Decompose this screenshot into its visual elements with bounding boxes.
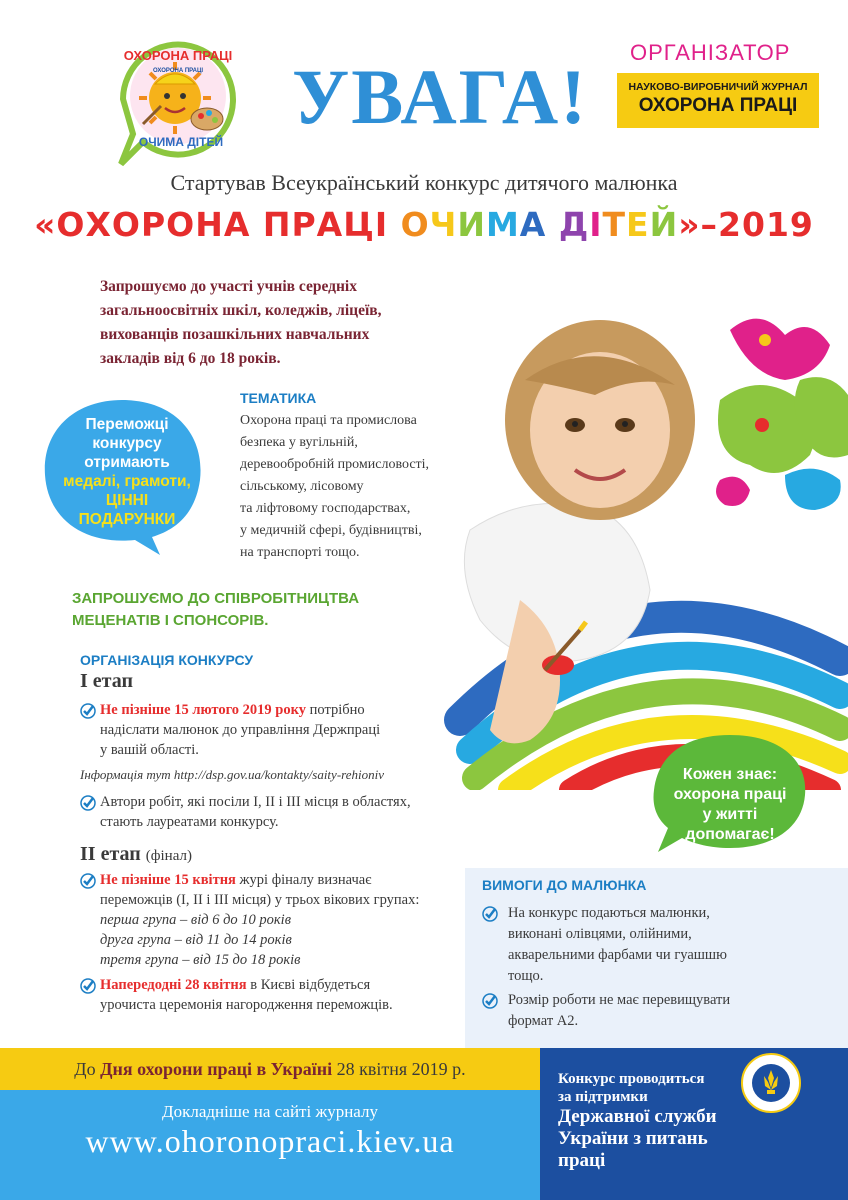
- labor-day-deadline: [0, 1059, 540, 1080]
- stage-1-heading: І етап: [80, 670, 133, 692]
- journal-website-link[interactable]: www.ohoronopraci.kiev.ua: [85, 1123, 455, 1159]
- sponsor-invite-line: ЗАПРОШУЄМО ДО СПІВРОБІТНИЦТВА: [72, 590, 360, 607]
- stage-1-item-2: [100, 792, 470, 832]
- logo-top-text: ОХОРОНА ПРАЦІ: [123, 48, 233, 63]
- requirement-line: формат А2.: [508, 1013, 579, 1029]
- journal-name: ОХОРОНА ПРАЦІ: [638, 95, 798, 116]
- logo-bottom-text: ОЧИМА ДІТЕЙ: [138, 135, 224, 149]
- journal-type: НАУКОВО-ВИРОБНИЧИЙ ЖУРНАЛ: [628, 81, 808, 93]
- topics-text: [240, 410, 470, 564]
- slogan-line: у житті: [702, 806, 758, 823]
- support-line: Конкурс проводиться: [558, 1071, 705, 1087]
- stage-1-item-1-line: надіслати малюнок до управління Держпраці: [100, 722, 381, 738]
- requirement-2: [508, 990, 808, 1032]
- topics-line: у медичній сфері, будівництві,: [240, 523, 422, 538]
- topics-heading: ТЕМАТИКА: [240, 390, 317, 406]
- title-rainbow-letter: І: [589, 205, 603, 244]
- labor-day-name: Дня охорони праці в Україні: [100, 1059, 333, 1079]
- title-rainbow-letter: И: [457, 205, 486, 244]
- topics-line: безпека у вугільній,: [240, 435, 358, 450]
- requirement-line: виконані олівцями, олійними,: [508, 926, 692, 942]
- child-painting-photo: [430, 300, 848, 790]
- slogan-text: [655, 765, 805, 845]
- title-rainbow-letter: Е: [626, 205, 650, 244]
- topics-line: Охорона праці та промислова: [240, 413, 417, 428]
- stage-1-item-2-line: Автори робіт, які посіли І, ІІ і ІІІ місця в областях,: [100, 794, 411, 810]
- intro-text: [100, 275, 440, 371]
- stage-2-item-2-rest: в Києві відбудеться: [246, 977, 371, 993]
- age-group: перша група – від 6 до 10 років: [100, 912, 292, 928]
- stage-1-item-1: [100, 700, 460, 760]
- check-icon: [482, 906, 498, 922]
- winners-line: Переможці: [85, 416, 169, 433]
- stage-2-note: (фінал): [145, 848, 192, 864]
- check-icon: [80, 703, 96, 719]
- intro-line: закладів від 6 до 18 років.: [100, 350, 281, 367]
- title-rainbow-letter: Д: [558, 205, 590, 244]
- winners-line: конкурсу: [92, 435, 162, 452]
- slogan-line: Кожен знає:: [682, 766, 778, 783]
- winners-prizes: ЦІННІ: [105, 492, 149, 509]
- requirement-line: Розмір роботи не має перевищувати: [508, 992, 731, 1008]
- age-group: друга група – від 11 до 14 років: [100, 932, 292, 948]
- state-labor-service-emblem: [740, 1052, 802, 1114]
- requirements-heading: ВИМОГИ ДО МАЛЮНКА: [482, 877, 647, 893]
- winners-prizes: ПОДАРУНКИ: [78, 511, 176, 528]
- contest-title: [0, 205, 848, 244]
- stage-2-item-1: [100, 870, 470, 970]
- stage-2-item-1-line: переможців (І, ІІ і ІІІ місця) у трьох вікових групах:: [100, 892, 420, 908]
- contest-logo: [103, 24, 253, 174]
- organization-heading: ОРГАНІЗАЦІЯ КОНКУРСУ: [80, 652, 254, 668]
- support-agency: України з питань праці: [558, 1128, 708, 1171]
- check-icon: [80, 873, 96, 889]
- age-group: третя група – від 15 до 18 років: [100, 952, 301, 968]
- organizer-label: ОРГАНІЗАТОР: [630, 40, 791, 65]
- stage-2-title: ІІ етап: [80, 843, 141, 865]
- check-icon: [80, 795, 96, 811]
- support-text: [558, 1070, 758, 1172]
- topics-line: на транспорті тощо.: [240, 545, 360, 560]
- regional-info-link[interactable]: Інформація тут http://dsp.gov.ua/kontakty/saity-rehioniv: [80, 767, 384, 782]
- intro-line: загальноосвітніх шкіл, коледжів, ліцеїв,: [100, 302, 382, 319]
- logo-inner-text: ОХОРОНА ПРАЦІ: [152, 68, 204, 74]
- support-agency: Державної служби: [558, 1106, 717, 1127]
- slogan-line: допомагає!: [685, 826, 775, 843]
- stage-1-item-2-line: стають лауреатами конкурсу.: [100, 814, 279, 830]
- topics-line: та ліфтовому господарствах,: [240, 501, 411, 516]
- support-line: за підтримки: [558, 1089, 648, 1105]
- requirement-line: На конкурс подаються малюнки,: [508, 905, 710, 921]
- title-rainbow-letter: [546, 205, 559, 244]
- check-icon: [80, 978, 96, 994]
- winners-line: отримають: [84, 454, 170, 471]
- topics-line: деревообробній промисловості,: [240, 457, 430, 472]
- stage-1-deadline: Не пізніше 15 лютого 2019 року: [100, 702, 307, 718]
- sponsor-invite-line: МЕЦЕНАТІВ І СПОНСОРІВ.: [72, 612, 269, 629]
- stage-1-item-1-line: у вашій області.: [100, 742, 199, 758]
- subtitle: Стартував Всеукраїнський конкурс дитячого малюнка: [170, 170, 678, 195]
- title-rainbow-letter: О: [400, 205, 430, 244]
- stage-2-deadline: Не пізніше 15 квітня: [100, 872, 236, 888]
- check-icon: [482, 993, 498, 1009]
- requirement-line: акварельними фарбами чи гуашшю: [508, 947, 727, 963]
- title-rainbow-letter: Т: [602, 205, 627, 244]
- title-rainbow-letter: М: [485, 205, 520, 244]
- title-rainbow-letter: Ч: [429, 205, 458, 244]
- sponsor-invite: [72, 588, 359, 632]
- title-rainbow-letter: А: [519, 205, 547, 244]
- organizer-box: [617, 73, 819, 128]
- stage-2-item-1-rest: журі фіналу визначає: [235, 872, 372, 888]
- more-info-label: Докладніше на сайті журналу: [162, 1102, 378, 1121]
- requirement-line: тощо.: [508, 968, 544, 984]
- stage-2-item-2: [100, 975, 470, 1015]
- title-rainbow-part: [401, 205, 679, 244]
- winners-text: [52, 415, 202, 529]
- topics-line: сільському, лісовому: [240, 479, 364, 494]
- title-part1: «ОХОРОНА ПРАЦІ: [34, 205, 401, 244]
- title-rainbow-letter: Й: [649, 205, 679, 244]
- deadline-pre: До: [74, 1059, 101, 1079]
- slogan-line: охорона праці: [673, 786, 787, 803]
- stage-2-item-2-line: урочиста церемонія нагородження переможців.: [100, 997, 393, 1013]
- stage-1-item-1-rest: потрібно: [306, 702, 365, 718]
- requirement-1: [508, 903, 808, 987]
- intro-line: Запрошуємо до участі учнів середніх: [100, 278, 357, 295]
- title-part3: »–2019: [678, 205, 814, 244]
- attention-heading: УВАГА!: [292, 53, 589, 140]
- deadline-date: 28 квітня 2019 р.: [332, 1059, 466, 1079]
- ceremony-date: Напередодні 28 квітня: [100, 977, 247, 993]
- winners-prizes: медалі, грамоти,: [63, 473, 191, 490]
- intro-line: вихованців позашкільних навчальних: [100, 326, 370, 343]
- stage-2-heading: [80, 843, 192, 866]
